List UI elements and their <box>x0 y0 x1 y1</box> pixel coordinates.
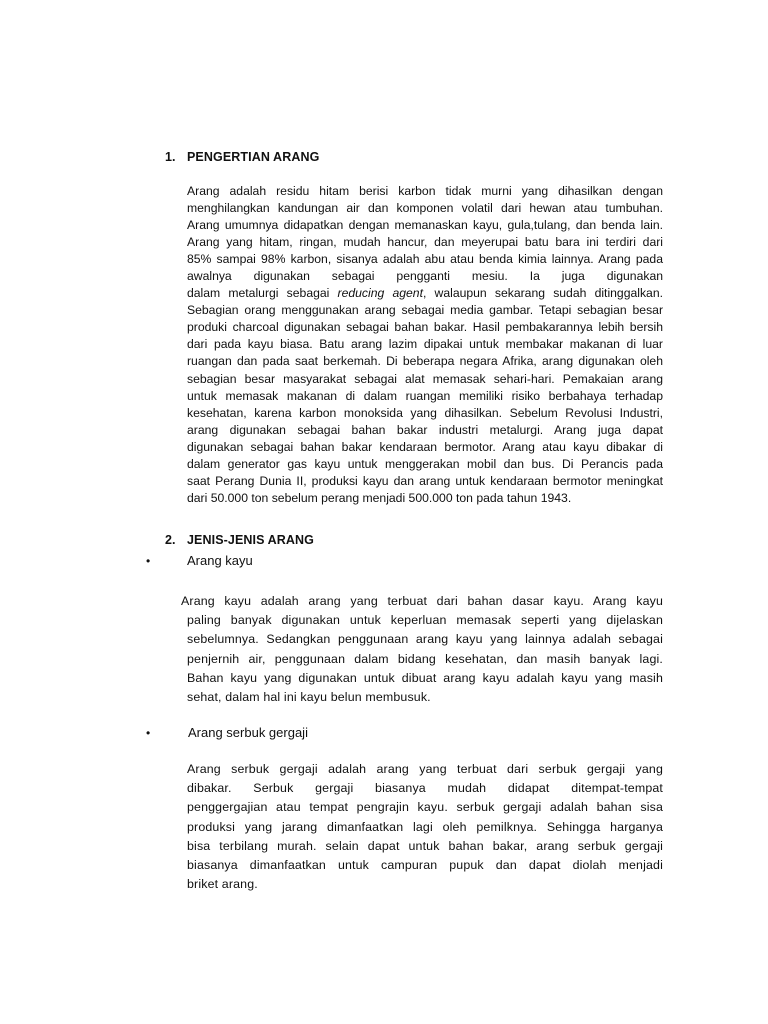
paragraph-line: dari 50.000 ton sebelum perang menjadi 500.000 ton pada tahun 1943. <box>187 490 572 505</box>
bullet-label-arang-kayu: Arang kayu <box>187 553 253 568</box>
paragraph-line: dalam generator gas kayu untuk menggerakan mobil dan bus. Di Perancis pada <box>187 456 663 471</box>
arang-kayu-paragraph <box>181 592 663 707</box>
paragraph-line: kesehatan, karena karbon monoksida yang dihasilkan. Sebelum Revolusi Industri, <box>187 405 663 420</box>
paragraph-line: produki charcoal digunakan sebagai bahan bakar. Hasil pembakarannya lebih bersih <box>187 320 663 335</box>
section-2-title: JENIS-JENIS ARANG <box>187 533 314 547</box>
paragraph-line: Sebagian orang menggunakan arang sebagai media gambar. Tetapi sebagian besar <box>187 303 663 318</box>
paragraph-line: 85% sampai 98% karbon, sisanya adalah abu atau benda kimia lainnya. Arang pada <box>187 252 663 267</box>
paragraph-line: Arang umumnya didapatkan dengan memanaskan kayu, gula,tulang, dan benda lain. <box>187 218 663 233</box>
paragraph-line: bisa terbilang murah. selain dapat untuk bahan bakar, arang serbuk gergaji <box>187 838 663 853</box>
metal-line-before: dalam metalurgi sebagai <box>187 286 338 301</box>
paragraph-line: briket arang. <box>187 877 258 892</box>
section-1-number: 1. <box>165 150 176 164</box>
paragraph-line: paling banyak digunakan untuk keperluan memasak seperti yang dijelaskan <box>187 613 663 628</box>
arang-serbuk-gergaji-paragraph <box>187 760 663 894</box>
paragraph-line: sebagian besar masyarakat sebagai alat memasak sehari-hari. Pemakaian arang <box>187 371 663 386</box>
paragraph-line: biasanya dimanfaatkan untuk campuran pupuk dan dapat diolah menjadi <box>187 858 663 873</box>
paragraph-line: Bahan kayu yang digunakan untuk dibuat arang kayu adalah kayu yang masih <box>187 670 663 685</box>
section-1-heading <box>165 150 319 164</box>
paragraph-line: saat Perang Dunia II, produksi kayu dan arang untuk kendaraan bermotor meningkat <box>187 473 663 488</box>
section-2-heading <box>165 533 314 547</box>
bullet-label-arang-serbuk-gergaji: Arang serbuk gergaji <box>188 725 308 740</box>
paragraph-line: Arang yang hitam, ringan, mudah hancur, dan meyerupai batu bara ini terdiri dari <box>187 235 663 250</box>
paragraph-line: penggergajian atau tempat pengrajin kayu. serbuk gergaji adalah bahan sisa <box>187 800 663 815</box>
paragraph-line: penjernih air, penggunaan dalam bidang kesehatan, dan masih banyak lagi. <box>187 651 663 666</box>
paragraph-line-metalurgi <box>187 285 663 302</box>
metal-line-italic: reducing agent <box>337 286 423 301</box>
paragraph-line: sebelumnya. Sedangkan penggunaan arang kayu yang lainnya adalah sebagai <box>187 632 663 647</box>
section-1-title: PENGERTIAN ARANG <box>187 150 320 164</box>
paragraph-line: dari pada kayu biasa. Batu arang lazim dipakai untuk membakar makanan di luar <box>187 337 663 352</box>
paragraph-line: ruangan dan pada saat berkemah. Di beberapa negara Afrika, arang digunakan oleh <box>187 354 663 369</box>
paragraph-line: Arang adalah residu hitam berisi karbon tidak murni yang dihasilkan dengan <box>187 184 663 198</box>
paragraph-line: Arang kayu adalah arang yang terbuat dari bahan dasar kayu. Arang kayu <box>181 594 663 608</box>
paragraph-line: dibakar. Serbuk gergaji biasanya mudah didapat ditempat-tempat <box>187 781 663 796</box>
paragraph-line: arang digunakan sebagai bahan bakar industri metalurgi. Arang juga dapat <box>187 422 663 437</box>
bullet-icon: • <box>146 726 151 740</box>
paragraph-line: produksi yang jarang dimanfaatkan lagi oleh pemilknya. Sehingga harganya <box>187 819 663 834</box>
metal-line-after: , walaupun sekarang sudah ditinggalkan. <box>422 286 664 301</box>
paragraph-line: sehat, dalam hal ini kayu belun membusuk. <box>187 690 431 705</box>
paragraph-line: awalnya digunakan sebagai pengganti mesiu. Ia juga digunakan <box>187 269 663 284</box>
paragraph-line: menghilangkan kandungan air dan komponen volatil dari hewan atau tumbuhan. <box>187 201 663 216</box>
section-1-paragraph <box>187 183 663 507</box>
paragraph-line: untuk memasak makanan di dalam ruangan memiliki risiko berbahaya terhadap <box>187 388 663 403</box>
bullet-icon: • <box>146 554 151 568</box>
paragraph-line: digunakan sebagai bahan bakar kendaraan bermotor. Arang atau kayu dibakar di <box>187 439 663 454</box>
paragraph-line: Arang serbuk gergaji adalah arang yang terbuat dari serbuk gergaji yang <box>187 762 663 776</box>
section-2-number: 2. <box>165 533 176 547</box>
